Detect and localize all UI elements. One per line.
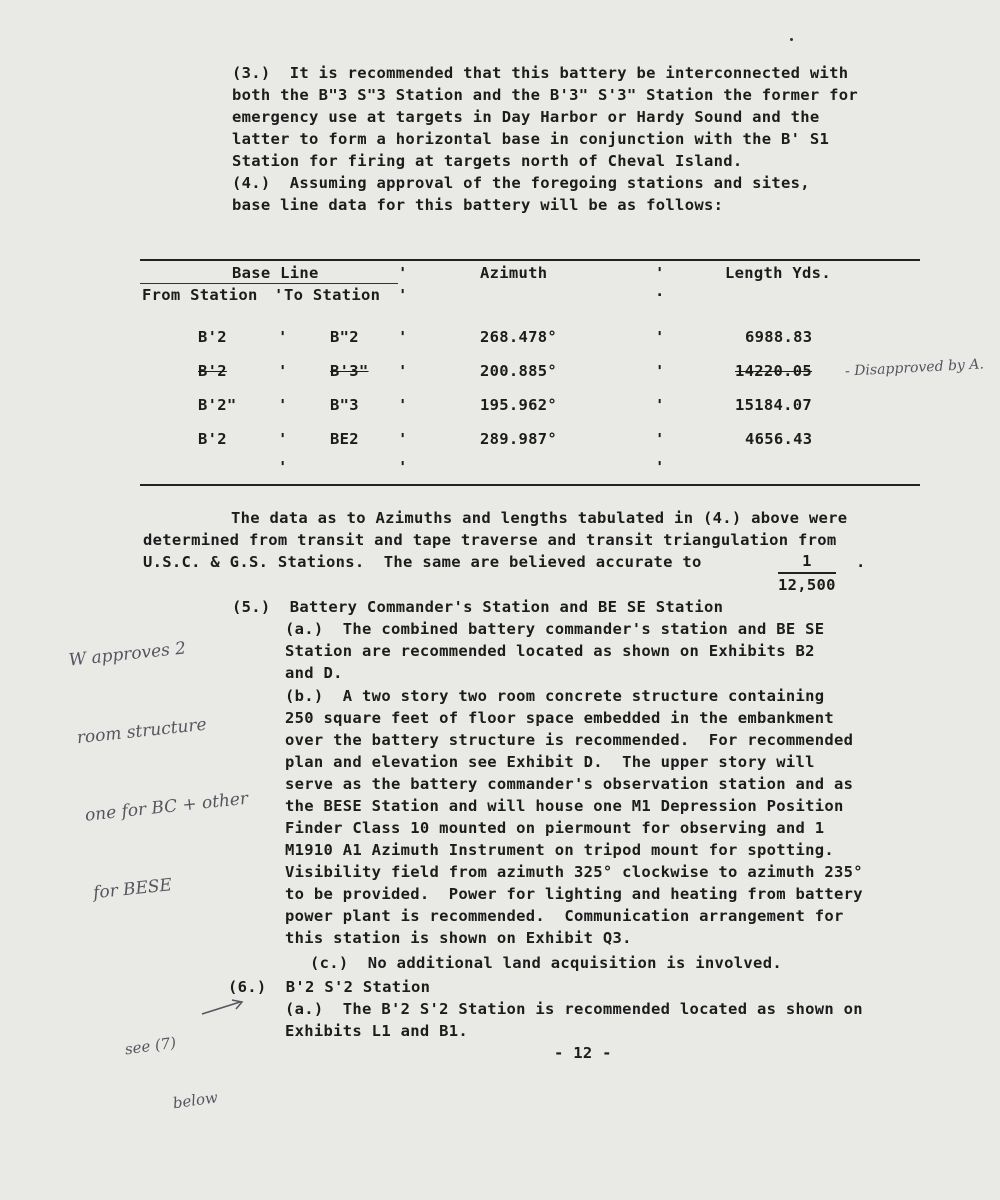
- handwritten-arrow-icon: [200, 996, 250, 1018]
- handwritten-line: one for BC + other: [84, 788, 250, 826]
- accuracy-paragraph: [143, 507, 847, 573]
- paragraph-5a-line: and D.: [285, 664, 343, 682]
- paragraph-6a-line: Exhibits L1 and B1.: [285, 1022, 469, 1040]
- accuracy-line: The data as to Azimuths and lengths tabulated in (4.) above were: [231, 509, 848, 527]
- from-station: B'2: [198, 430, 227, 448]
- page-number: - 12 -: [554, 1044, 612, 1062]
- speck-mark: [790, 38, 793, 41]
- table-row-struck: [140, 360, 920, 382]
- paragraph-5b-line: serve as the battery commander's observation station and as: [285, 775, 854, 793]
- column-separator: ': [278, 430, 288, 448]
- paragraph-6: [228, 976, 430, 998]
- paragraph-6a: [285, 998, 863, 1042]
- paragraph-5b-line: 250 square feet of floor space embedded in the embankment: [285, 709, 835, 727]
- paragraph-5b: [285, 685, 863, 949]
- column-separator: ': [274, 286, 284, 304]
- paragraph-5c: [310, 952, 782, 974]
- from-station: B'2: [198, 328, 227, 346]
- column-separator: ': [398, 430, 408, 448]
- paragraph-5-title: (5.) Battery Commander's Station and BE SE Station: [232, 598, 724, 616]
- table-top-rule: [140, 259, 920, 261]
- paragraph-5a: [285, 618, 824, 684]
- table-row: [140, 394, 920, 416]
- paragraph-5b-line: over the battery structure is recommended. For recommended: [285, 731, 854, 749]
- handwritten-note-approval: [62, 579, 263, 958]
- paragraph-5b-line: M1910 A1 Azimuth Instrument on tripod mount for spotting.: [285, 841, 835, 859]
- table-row: [140, 326, 920, 348]
- handwritten-note-disapproved: - Disapproved by A.: [844, 356, 985, 380]
- paragraph-5c-line: (c.) No additional land acquisition is involved.: [310, 954, 782, 972]
- table-empty-row: [140, 456, 920, 478]
- column-separator: ': [398, 362, 408, 380]
- column-separator: ': [278, 328, 288, 346]
- column-separator: ': [398, 286, 408, 304]
- to-station: B"2: [330, 328, 359, 346]
- azimuth-value: 195.962°: [480, 396, 558, 414]
- column-separator: ': [398, 458, 408, 476]
- header-base-line: Base Line: [232, 264, 319, 282]
- handwritten-line: for BESE: [92, 875, 173, 904]
- paragraph-5b-line: Finder Class 10 mounted on piermount for observing and 1: [285, 819, 825, 837]
- column-separator: ': [398, 396, 408, 414]
- column-separator: ': [655, 458, 665, 476]
- accuracy-fraction: [778, 550, 836, 596]
- handwritten-line: see (7): [123, 1033, 178, 1059]
- paragraph-5b-line: (b.) A two story two room concrete structure containing: [285, 687, 825, 705]
- accuracy-line: determined from transit and tape traverse and transit triangulation from: [143, 531, 837, 549]
- paragraph-5b-line: the BESE Station and will house one M1 Depression Position: [285, 797, 844, 815]
- handwritten-line: W approves 2: [67, 638, 187, 671]
- paragraph-5a-line: Station are recommended located as shown on Exhibits B2: [285, 642, 815, 660]
- fraction-period: .: [856, 553, 866, 571]
- from-station: B'2": [198, 396, 237, 414]
- paragraph-3-line: Station for firing at targets north of Cheval Island.: [232, 152, 743, 170]
- paragraph-5b-line: to be provided. Power for lighting and heating from battery: [285, 885, 863, 903]
- azimuth-value: 289.987°: [480, 430, 558, 448]
- paragraph-6a-line: (a.) The B'2 S'2 Station is recommended located as shown on: [285, 1000, 863, 1018]
- paragraph-5: [232, 596, 723, 618]
- column-separator: ': [398, 264, 408, 282]
- handwritten-line: room structure: [75, 714, 208, 749]
- fraction-numerator: 1: [778, 550, 836, 574]
- paragraph-3: [232, 62, 858, 172]
- azimuth-value: 200.885°: [480, 362, 558, 380]
- paragraph-4: [232, 172, 810, 216]
- paragraph-5a-line: (a.) The combined battery commander's station and BE SE: [285, 620, 825, 638]
- table-subheader-row: [140, 284, 920, 306]
- paragraph-4-line: base line data for this battery will be as follows:: [232, 196, 724, 214]
- table-header-row: [140, 262, 920, 284]
- table-bottom-rule: [140, 484, 920, 486]
- paragraph-5b-line: this station is shown on Exhibit Q3.: [285, 929, 632, 947]
- to-station: BE2: [330, 430, 359, 448]
- paragraph-5b-line: Visibility field from azimuth 325° clockwise to azimuth 235°: [285, 863, 863, 881]
- column-separator: ': [278, 458, 288, 476]
- paragraph-3-line: latter to form a horizontal base in conjunction with the B' S1: [232, 130, 830, 148]
- header-azimuth: Azimuth: [480, 264, 548, 282]
- header-length: Length Yds.: [725, 264, 831, 282]
- column-separator: ': [398, 328, 408, 346]
- column-separator: ': [655, 362, 665, 380]
- column-separator: ·: [655, 286, 665, 304]
- paragraph-5b-line: plan and elevation see Exhibit D. The upper story will: [285, 753, 815, 771]
- length-value: 14220.05: [735, 362, 813, 380]
- header-to-station: To Station: [284, 286, 381, 304]
- fraction-denominator: 12,500: [778, 576, 836, 594]
- column-separator: ': [655, 328, 665, 346]
- header-from-station: From Station: [142, 286, 258, 304]
- column-separator: ': [655, 396, 665, 414]
- length-value: 4656.43: [745, 430, 813, 448]
- paragraph-5b-line: power plant is recommended. Communication arrangement for: [285, 907, 844, 925]
- paragraph-3-line: emergency use at targets in Day Harbor or Hardy Sound and the: [232, 108, 820, 126]
- table-row: [140, 428, 920, 450]
- column-separator: ': [655, 430, 665, 448]
- to-station: B'3": [330, 362, 369, 380]
- accuracy-line: U.S.C. & G.S. Stations. The same are believed accurate to: [143, 553, 702, 571]
- column-separator: ': [655, 264, 665, 282]
- paragraph-6-title: (6.) B'2 S'2 Station: [228, 978, 431, 996]
- length-value: 15184.07: [735, 396, 813, 414]
- column-separator: ': [278, 396, 288, 414]
- column-separator: ': [278, 362, 288, 380]
- length-value: 6988.83: [745, 328, 813, 346]
- from-station: B'2: [198, 362, 227, 380]
- to-station: B"3: [330, 396, 359, 414]
- paragraph-3-line: both the B"3 S"3 Station and the B'3" S'3" Station the former for: [232, 86, 859, 104]
- handwritten-line: below: [171, 1088, 219, 1113]
- azimuth-value: 268.478°: [480, 328, 558, 346]
- paragraph-3-line: (3.) It is recommended that this battery be interconnected with: [232, 64, 849, 82]
- paragraph-4-line: (4.) Assuming approval of the foregoing stations and sites,: [232, 174, 810, 192]
